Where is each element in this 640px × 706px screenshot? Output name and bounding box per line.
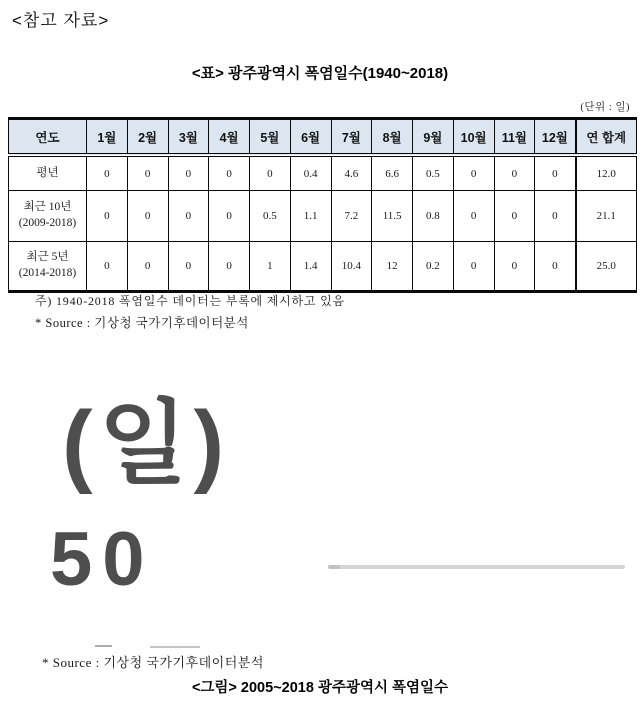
column-header-year: 연도: [9, 119, 87, 156]
column-header-month: 1월: [87, 119, 128, 156]
row-label: [9, 242, 87, 292]
table-cell-annual-total: 21.1: [576, 191, 637, 242]
table-cell: 0: [209, 242, 250, 292]
table-cell: 0: [535, 155, 576, 191]
table-cell: 0: [535, 191, 576, 242]
reference-label: <참고 자료>: [12, 11, 110, 30]
column-header-month: 8월: [372, 119, 413, 156]
table-cell: 0: [453, 242, 494, 292]
table-cell-annual-total: 25.0: [576, 242, 637, 292]
column-header-month: 7월: [331, 119, 372, 156]
row-label-line2: (2009-2018): [18, 217, 77, 229]
row-label-line1: 최근 10년: [23, 201, 72, 214]
table-cell: 0: [250, 155, 291, 191]
table-cell: 0: [168, 242, 209, 292]
unit-label: (단위 : 일): [580, 102, 630, 113]
table-cell: 0: [127, 191, 168, 242]
table-cell: 0.5: [413, 155, 454, 191]
figure-artifact-dash: [95, 645, 112, 647]
column-header-month: 2월: [127, 119, 168, 156]
table-header-row: [9, 119, 637, 156]
column-header-month: 12월: [535, 119, 576, 156]
column-header-month: 10월: [453, 119, 494, 156]
table-cell: 0: [87, 191, 128, 242]
column-header-month: 11월: [494, 119, 535, 156]
table-cell: 0: [127, 242, 168, 292]
column-header-month: 9월: [413, 119, 454, 156]
table-cell: 7.2: [331, 191, 372, 242]
table-row-recent-5yr: [9, 242, 637, 292]
table-source: * Source : 기상청 국가기후데이터분석: [35, 316, 249, 330]
heatwave-days-table: [8, 117, 637, 293]
table-cell: 0.4: [290, 155, 331, 191]
table-cell-annual-total: 12.0: [576, 155, 637, 191]
figure-source: * Source : 기상청 국가기후데이터분석: [42, 655, 264, 670]
table-row-recent-10yr: [9, 191, 637, 242]
table-cell: 0: [209, 155, 250, 191]
column-header-month: 5월: [250, 119, 291, 156]
table-cell: 10.4: [331, 242, 372, 292]
table-title: <표> 광주광역시 폭염일수(1940~2018): [191, 65, 449, 82]
column-header-month: 3월: [168, 119, 209, 156]
table-cell: 0: [535, 242, 576, 292]
row-label: [9, 155, 87, 191]
table-cell: 0.2: [413, 242, 454, 292]
table-cell: 0: [168, 191, 209, 242]
row-label: [9, 191, 87, 242]
table-cell: 0: [87, 155, 128, 191]
table-footnote: 주) 1940-2018 폭염일수 데이터는 부록에 제시하고 있음: [35, 294, 345, 308]
table-cell: 0: [453, 191, 494, 242]
figure-y-tick-label: 50: [50, 517, 155, 602]
table-cell: 0.8: [413, 191, 454, 242]
column-header-month: 6월: [290, 119, 331, 156]
figure-artifact-dash: [150, 646, 200, 648]
table-cell: 0: [168, 155, 209, 191]
row-label-line1: 최근 5년: [26, 251, 69, 264]
figure-caption: <그림> 2005~2018 광주광역시 폭염일수: [191, 680, 449, 696]
table-cell: 4.6: [331, 155, 372, 191]
column-header-month: 4월: [209, 119, 250, 156]
table-cell: 0: [87, 242, 128, 292]
table-cell: 0: [453, 155, 494, 191]
table-cell: 11.5: [372, 191, 413, 242]
figure-gridline: [328, 565, 625, 569]
table-cell: 0: [209, 191, 250, 242]
table-cell: 0: [494, 191, 535, 242]
table-cell: 0.5: [250, 191, 291, 242]
row-label-line1: 평년: [36, 166, 59, 179]
table-cell: 12: [372, 242, 413, 292]
figure-y-axis-unit-label: (일): [62, 393, 231, 495]
table-cell: 1: [250, 242, 291, 292]
table-cell: 6.6: [372, 155, 413, 191]
table-cell: 0: [494, 242, 535, 292]
column-header-annual-total: 연 합계: [576, 119, 637, 156]
row-label-line2: (2014-2018): [18, 267, 77, 279]
table-row-normal-year: [9, 155, 637, 191]
table-cell: 0: [494, 155, 535, 191]
table-cell: 0: [127, 155, 168, 191]
table-cell: 1.1: [290, 191, 331, 242]
table-cell: 1.4: [290, 242, 331, 292]
